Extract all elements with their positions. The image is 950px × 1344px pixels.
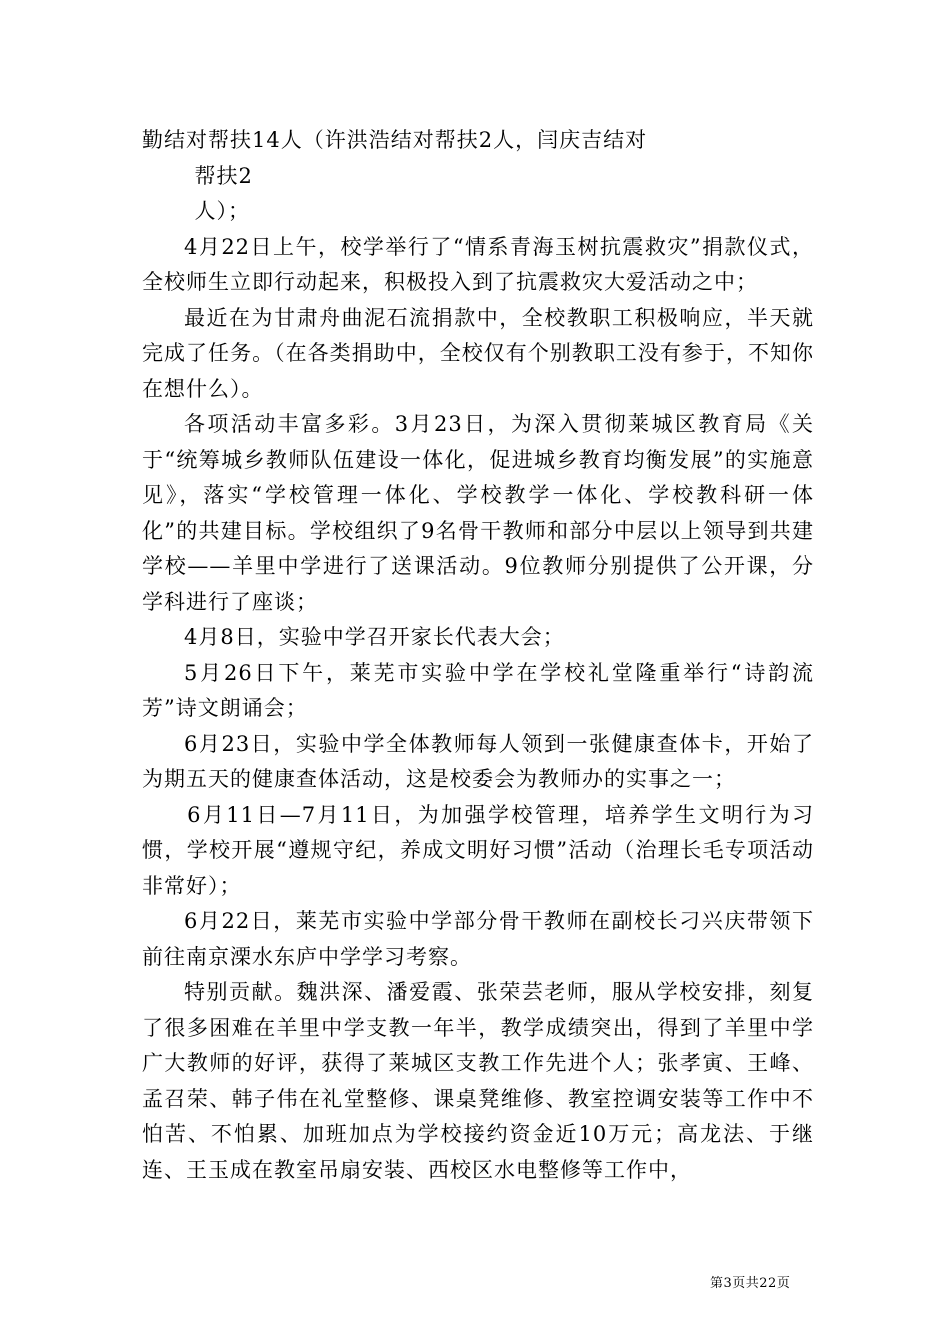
paragraph: 6月22日，莱芜市实验中学部分骨干教师在副校长刁兴庆带领下前往南京溧水东庐中学学习考察。 — [142, 909, 814, 969]
document-body — [142, 123, 814, 1188]
paragraph: 5月26日下午，莱芜市实验中学在学校礼堂隆重举行“诗韵流芳”诗文朗诵会； — [142, 660, 814, 720]
paragraph: 6月23日，实验中学全体教师每人领到一张健康查体卡，开始了为期五天的健康查体活动，这是校委会为教师办的实事之一； — [142, 731, 814, 791]
paragraph: 最近在为甘肃舟曲泥石流捐款中，全校教职工积极响应，半天就完成了任务。（在各类捐助中，全校仅有个别教职工没有参于，不知你在想什么）。 — [142, 305, 814, 401]
paragraph-continuation: 勤结对帮扶14人（许洪浩结对帮扶2人，闫庆吉结对 — [142, 128, 648, 152]
paragraph: 特别贡献。魏洪深、潘爱霞、张荣芸老师，服从学校安排，刻复了很多困难在羊里中学支教一年半，教学成绩突出，得到了羊里中学广大教师的好评，获得了莱城区支教工作先进个人；张孝寅、王峰、孟召荣、韩子伟在礼堂整修、课桌凳维修、教室控调安装等工作中不怕苦、不怕累、加班加点为学校接约资金近10万元；高龙法、于继连、王玉成在教室吊扇安装、西校区水电整修等工作中， — [142, 980, 814, 1182]
paragraph: 各项活动丰富多彩。3月23日，为深入贯彻莱城区教育局《关于“统筹城乡教师队伍建设一体化，促进城乡教育均衡发展”的实施意见》，落实“学校管理一体化、学校教学一体化、学校教科研一体化”的共建目标。学校组织了9名骨干教师和部分中层以上领导到共建学校——羊里中学进行了送课活动。9位教师分别提供了公开课，分学科进行了座谈； — [142, 412, 814, 614]
page-number-footer: 第3页共22页 — [710, 1276, 791, 1291]
paragraph: 4月8日，实验中学召开家长代表大会； — [184, 625, 565, 649]
paragraph: 6月11日—7月11日，为加强学校管理，培养学生文明行为习惯，学校开展“遵规守纪，养成文明好习惯”活动（治理长毛专项活动非常好）； — [142, 802, 814, 898]
paragraph: 4月22日上午，校学举行了“情系青海玉树抗震救灾”捐款仪式，全校师生立即行动起来，积极投入到了抗震救灾大爱活动之中； — [142, 234, 814, 294]
paragraph-fragment: 帮扶2 — [194, 163, 253, 188]
paragraph-fragment: 人）； — [194, 199, 250, 223]
